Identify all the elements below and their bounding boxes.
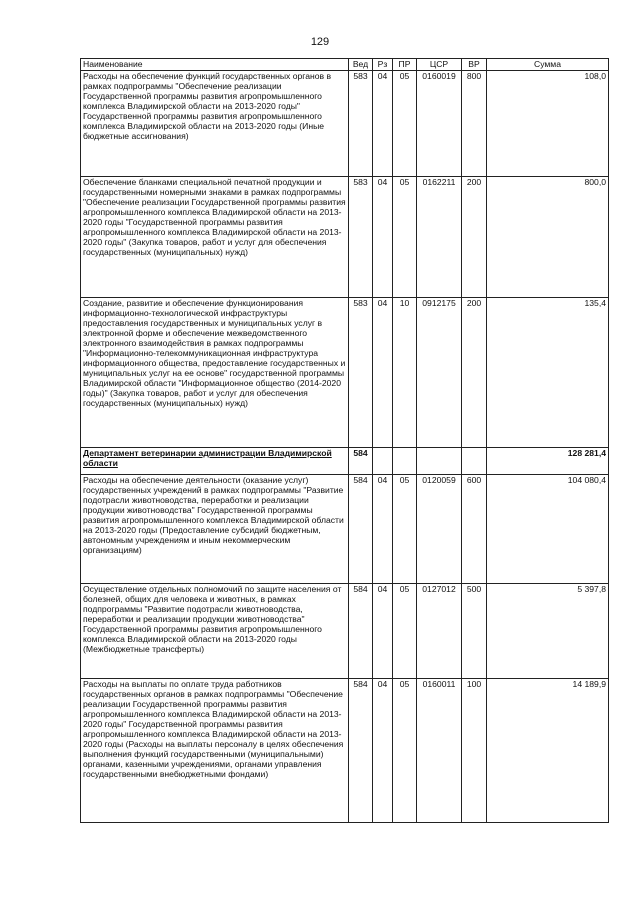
row-pr: 05	[393, 584, 417, 679]
budget-table	[80, 58, 609, 823]
row-ved: 583	[349, 71, 373, 177]
header-ved: Вед	[349, 59, 373, 71]
row-pr: 05	[393, 679, 417, 823]
department-name	[81, 448, 349, 475]
header-sum: Сумма	[487, 59, 609, 71]
table-row	[81, 584, 609, 679]
row-rz: 04	[373, 679, 393, 823]
row-pr: 05	[393, 475, 417, 584]
row-vr: 800	[462, 71, 487, 177]
row-pr: 10	[393, 298, 417, 448]
row-vr: 500	[462, 584, 487, 679]
row-csr: 0162211	[417, 177, 462, 298]
department-sum: 128 281,4	[487, 448, 609, 475]
row-vr: 200	[462, 298, 487, 448]
row-sum: 135,4	[487, 298, 609, 448]
row-csr: 0120059	[417, 475, 462, 584]
row-ved: 584	[349, 448, 373, 475]
row-rz: 04	[373, 475, 393, 584]
row-pr: 05	[393, 71, 417, 177]
row-csr: 0912175	[417, 298, 462, 448]
row-name: Расходы на обеспечение функций государственных органов в рамках подпрограммы "Обеспечение реализации Государственной программы развития агропромышленного комплекса Владимирской области на 2013-2020 годы" Государственной программы развития агропромышленного комплекса Владимирской области на 2013-2020 годы (Иные бюджетные ассигнования)	[81, 71, 349, 177]
row-csr: 0160019	[417, 71, 462, 177]
row-vr	[462, 448, 487, 475]
row-sum: 104 080,4	[487, 475, 609, 584]
header-name: Наименование	[81, 59, 349, 71]
row-csr: 0127012	[417, 584, 462, 679]
row-pr	[393, 448, 417, 475]
row-name: Создание, развитие и обеспечение функционирования информационно-технологической инфраструктуры предоставления государственных и муниципальных услуг в электронной форме и обеспечение межведомственного электронного взаимодействия в рамках подпрограммы "Информационно-телекоммуникационная инфраструктура информационного общества, предоставление государственных и муниципальных услуг на ее основе" государственной программы Владимирской области "Информационное общество (2014-2020 годы)" (Закупка товаров, работ и услуг для обеспечения государственных (муниципальных) нужд)	[81, 298, 349, 448]
table-row	[81, 298, 609, 448]
header-vr: ВР	[462, 59, 487, 71]
row-ved: 584	[349, 475, 373, 584]
row-ved: 583	[349, 177, 373, 298]
header-rz: Рз	[373, 59, 393, 71]
table-row	[81, 177, 609, 298]
table-row	[81, 475, 609, 584]
table-row	[81, 71, 609, 177]
page-number: 129	[310, 36, 330, 48]
header-csr: ЦСР	[417, 59, 462, 71]
row-rz: 04	[373, 584, 393, 679]
row-ved: 584	[349, 584, 373, 679]
row-ved: 583	[349, 298, 373, 448]
header-pr: ПР	[393, 59, 417, 71]
row-pr: 05	[393, 177, 417, 298]
row-rz	[373, 448, 393, 475]
row-name: Обеспечение бланками специальной печатной продукции и государственными номерными знаками в рамках подпрограммы "Обеспечение реализации Государственной программы развития агропромышленного комплекса Владимирской области на 2013-2020 годы "Государственной программы развития агропромышленного комплекса Владимирской области на 2013-2020 годы" (Закупка товаров, работ и услуг для обеспечения государственных (муниципальных) нужд)	[81, 177, 349, 298]
row-rz: 04	[373, 177, 393, 298]
row-rz: 04	[373, 298, 393, 448]
department-name-text: Департамент ветеринарии администрации Владимирской области	[83, 448, 332, 469]
row-name: Расходы на выплаты по оплате труда работников государственных органов в рамках подпрограммы "Обеспечение реализации Государственной программы развития агропромышленного комплекса Владимирской области на 2013-2020 годы" Государственной программы развития агропромышленного комплекса Владимирской области на 2013-2020 годы (Расходы на выплаты персоналу в целях обеспечения выполнения функций государственными (муниципальными) органами, казенными учреждениями, органами управления государственными внебюджетными фондами)	[81, 679, 349, 823]
row-name: Осуществление отдельных полномочий по защите населения от болезней, общих для человека и животных, в рамках подпрограммы "Развитие подотрасли животноводства, переработки и реализации продукции животноводства" Государственной программы развития агропромышленного комплекса Владимирской области на 2013-2020 годы (Межбюджетные трансферты)	[81, 584, 349, 679]
row-sum: 800,0	[487, 177, 609, 298]
row-csr	[417, 448, 462, 475]
row-vr: 100	[462, 679, 487, 823]
row-vr: 200	[462, 177, 487, 298]
table-row	[81, 679, 609, 823]
table-header-row	[81, 59, 609, 71]
row-name: Расходы на обеспечение деятельности (оказание услуг) государственных учреждений в рамках подпрограммы "Развитие подотрасли животноводства, переработки и реализации продукции животноводства" Государственной программы развития агропромышленного комплекса Владимирской области на 2013-2020 годы (Предоставление субсидий бюджетным, автономным учреждениям и иным некоммерческим организациям)	[81, 475, 349, 584]
row-rz: 04	[373, 71, 393, 177]
row-ved: 584	[349, 679, 373, 823]
row-sum: 5 397,8	[487, 584, 609, 679]
department-row	[81, 448, 609, 475]
row-csr: 0160011	[417, 679, 462, 823]
row-sum: 108,0	[487, 71, 609, 177]
row-vr: 600	[462, 475, 487, 584]
row-sum: 14 189,9	[487, 679, 609, 823]
